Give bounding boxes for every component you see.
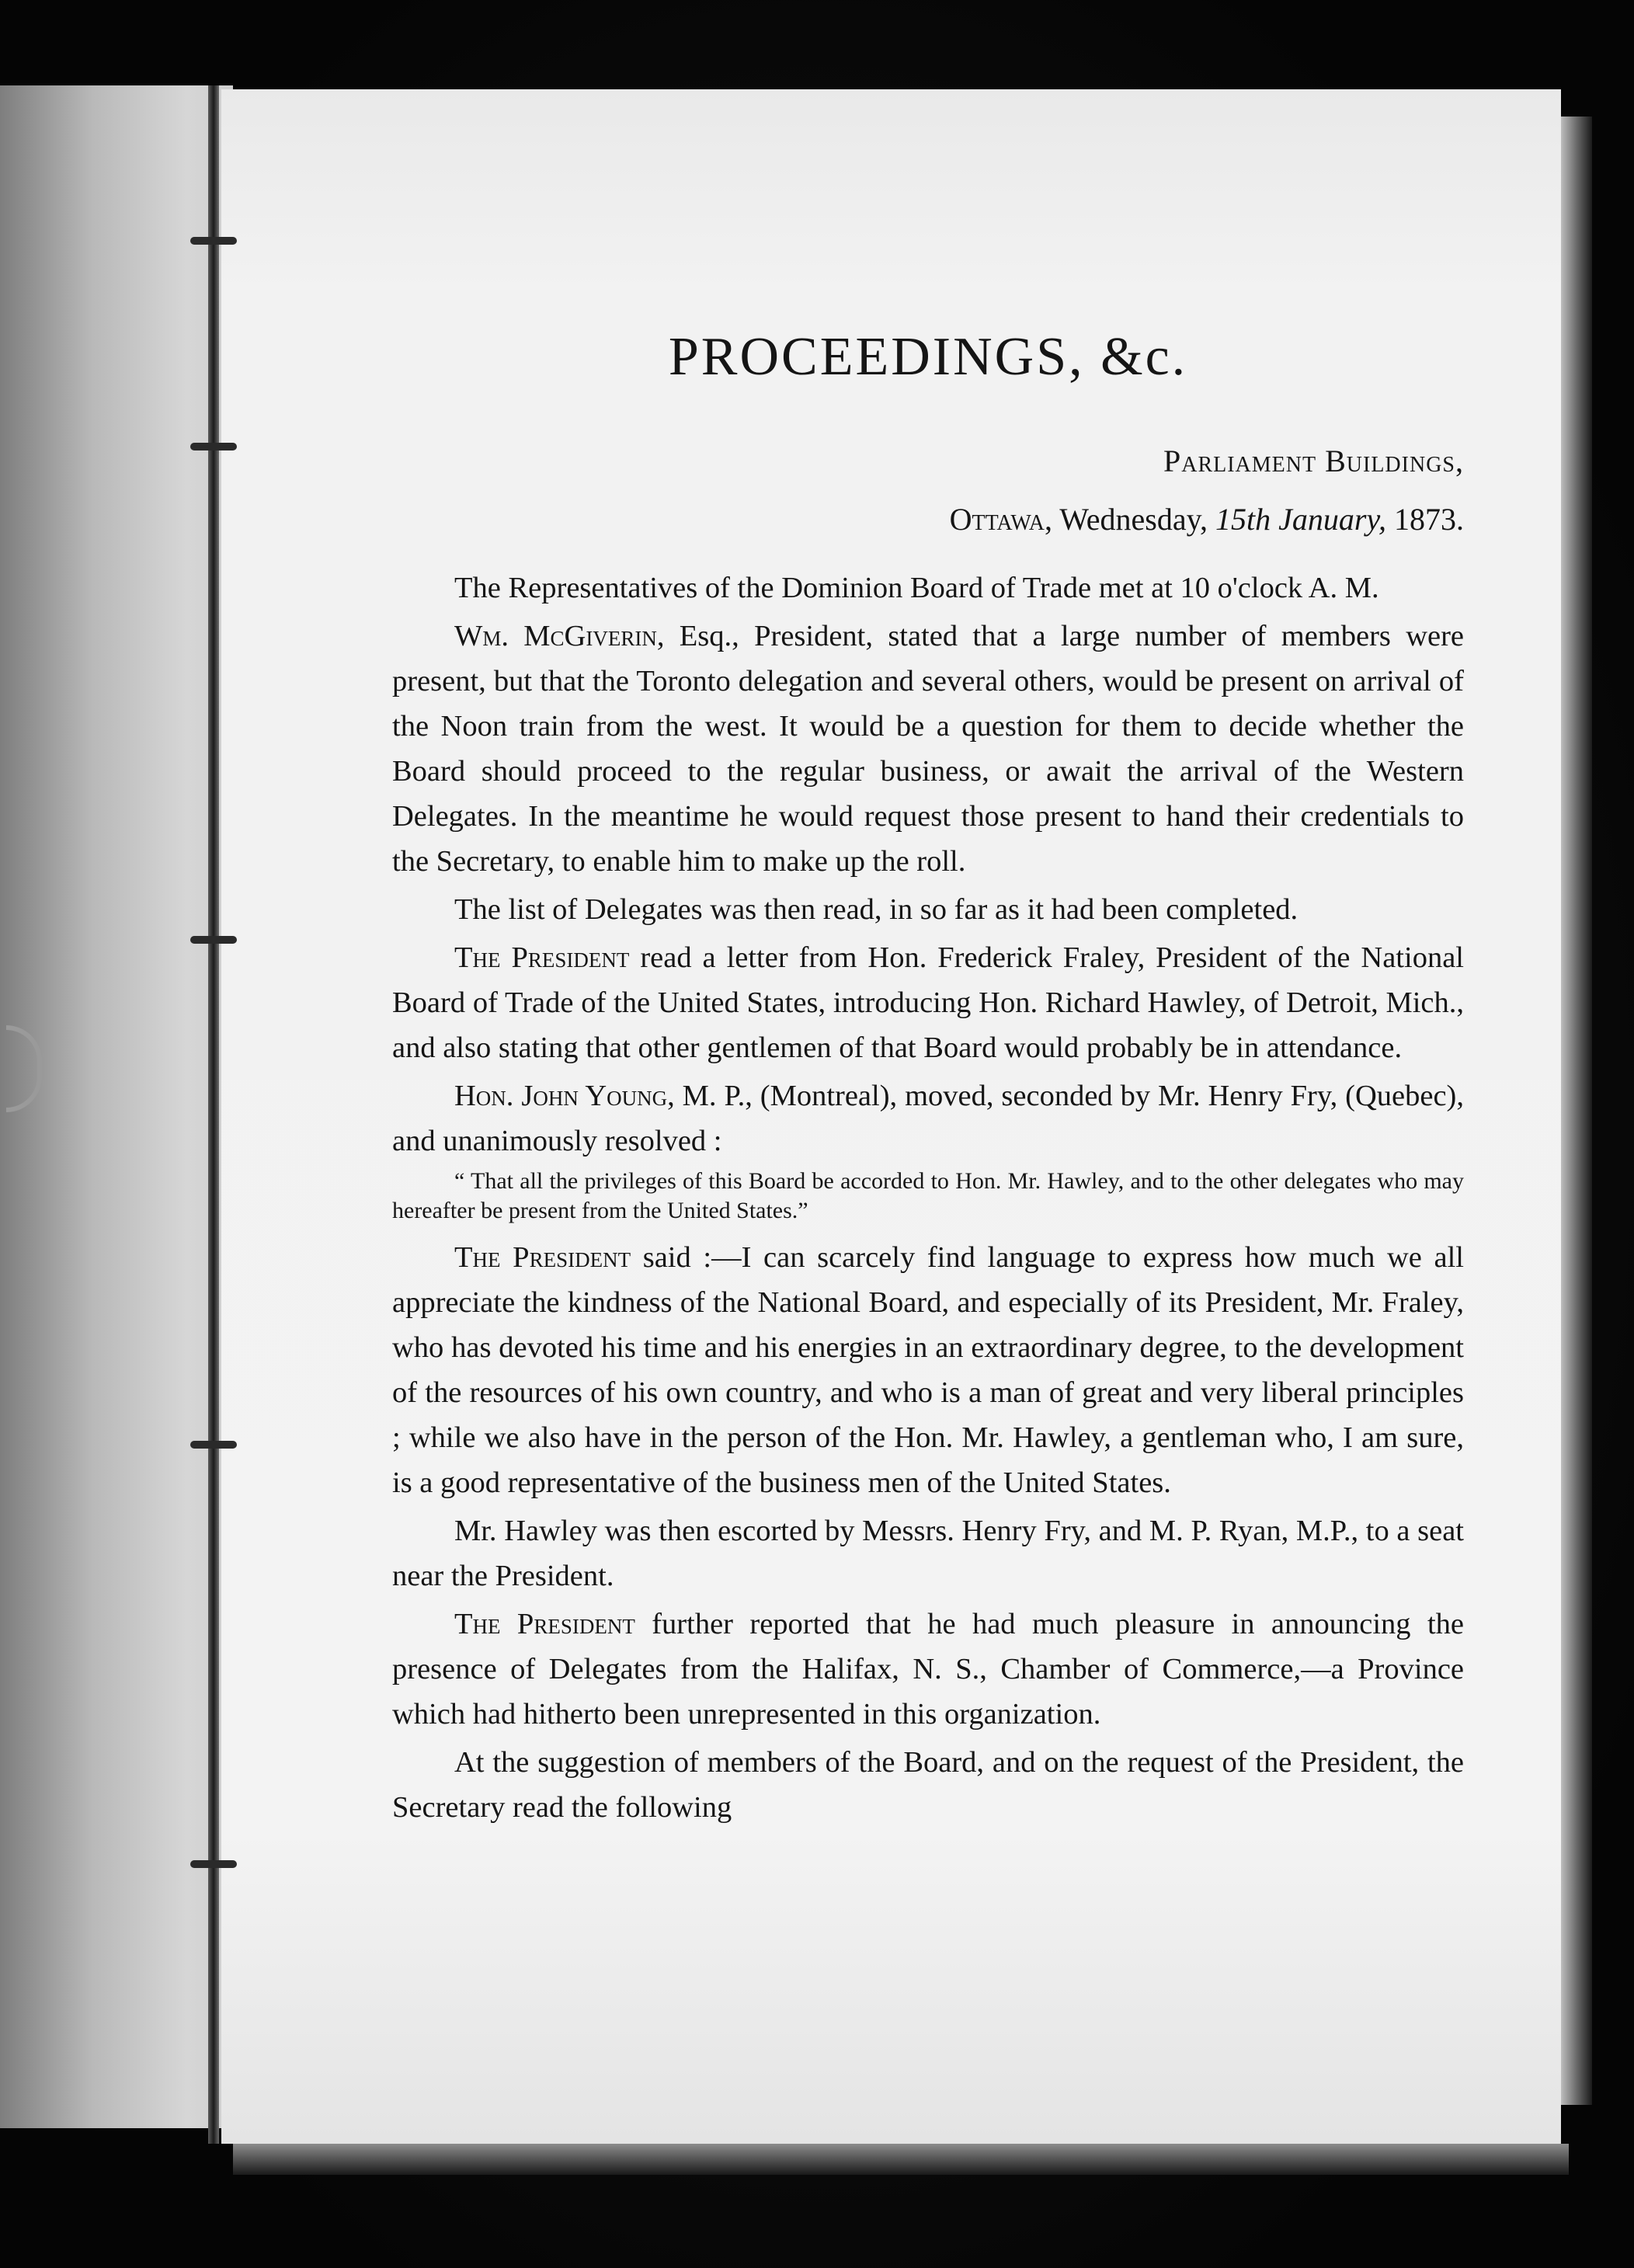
place-heading: Parliament Buildings,	[1163, 444, 1464, 478]
binding-stitch	[190, 936, 237, 944]
paragraph-text: further reported that he had much pleasure in announcing the presence of Delegates from the Halifax, N. S., Chamber of Commerce,—a Province which had hitherto been unrepresented in this organization.	[392, 1608, 1464, 1731]
paragraph-text: Esq., President, stated that a large number of members were present, but that the Toronto delegation and several others, would be present on arrival of the Noon train from the west. It would be a question for them to decide whether the Board should proceed to the regular business, or await the arrival of the Western Delegates. In the meantime he would request those present to hand their credentials to the Secretary, to enable him to make up the roll.	[392, 620, 1464, 878]
facing-page-edge	[0, 85, 233, 2128]
binding-stitch	[190, 1860, 237, 1868]
paragraph	[392, 614, 1464, 884]
paragraph	[392, 1602, 1464, 1737]
page-edge-shadow	[1561, 117, 1592, 2105]
dateline-city: Ottawa,	[949, 502, 1052, 537]
page-title: PROCEEDINGS, &c.	[668, 327, 1188, 387]
paragraph-text: The Representatives of the Dominion Board of Trade met at 10 o'clock A. M.	[454, 572, 1379, 604]
paragraph	[392, 935, 1464, 1070]
binding-thread	[208, 85, 219, 2144]
resolution-quote: “ That all the privileges of this Board be accorded to Hon. Mr. Hawley, and to the other delegates who may hereafter be present from the United States.”	[392, 1168, 1464, 1223]
paragraph-lead: The President	[454, 1241, 631, 1274]
dateline	[392, 501, 1464, 537]
paragraph-text: M. P., (Montreal), moved, seconded by Mr. Henry Fry, (Quebec), and unanimously resolved :	[392, 1080, 1464, 1157]
paragraph	[392, 1508, 1464, 1598]
facing-page-mark	[6, 1025, 42, 1112]
paragraph-text: read a letter from Hon. Frederick Fraley, President of the National Board of Trade of the United States, introducing Hon. Richard Hawley, of Detroit, Mich., and also stating that other gentlemen of that Board would probably be in attendance.	[392, 941, 1464, 1064]
paragraph-lead: Wm. McGiverin,	[454, 620, 665, 652]
paragraph-text: At the suggestion of members of the Board, and on the request of the President, the Secretary read the following	[392, 1746, 1464, 1824]
paragraph-text: The list of Delegates was then read, in so far as it had been completed.	[454, 893, 1299, 926]
binding-stitch	[190, 443, 237, 450]
paragraph	[392, 565, 1464, 610]
paragraph	[392, 887, 1464, 932]
binding-stitch	[190, 1441, 237, 1449]
paragraph-text: Mr. Hawley was then escorted by Messrs. Henry Fry, and M. P. Ryan, M.P., to a seat near the President.	[392, 1515, 1464, 1592]
dateline-date: 15th January,	[1215, 502, 1386, 537]
paragraph-lead: The President	[454, 1608, 635, 1640]
dateline-day: Wednesday,	[1052, 502, 1216, 537]
text-column	[392, 326, 1464, 1830]
paragraph-lead: The President	[454, 941, 630, 974]
binding-stitch	[190, 237, 237, 245]
page-bottom-edge	[233, 2144, 1569, 2175]
dateline-year: 1873.	[1386, 502, 1464, 537]
paragraph-text: said :—I can scarcely find language to express how much we all appreciate the kindness of the National Board, and especially of its President, Mr. Fraley, who has devoted his time and his energies in an extraordinary degree, to the development of the resources of his own country, and who is a man of great and very liberal principles ; while we also have in the person of the Hon. Mr. Hawley, a gentleman who, I am sure, is a good representative of the business men of the United States.	[392, 1241, 1464, 1499]
paragraph	[392, 1235, 1464, 1505]
paragraph-lead: Hon. John Young,	[454, 1080, 675, 1112]
paragraph	[392, 1740, 1464, 1830]
paragraph	[392, 1073, 1464, 1164]
